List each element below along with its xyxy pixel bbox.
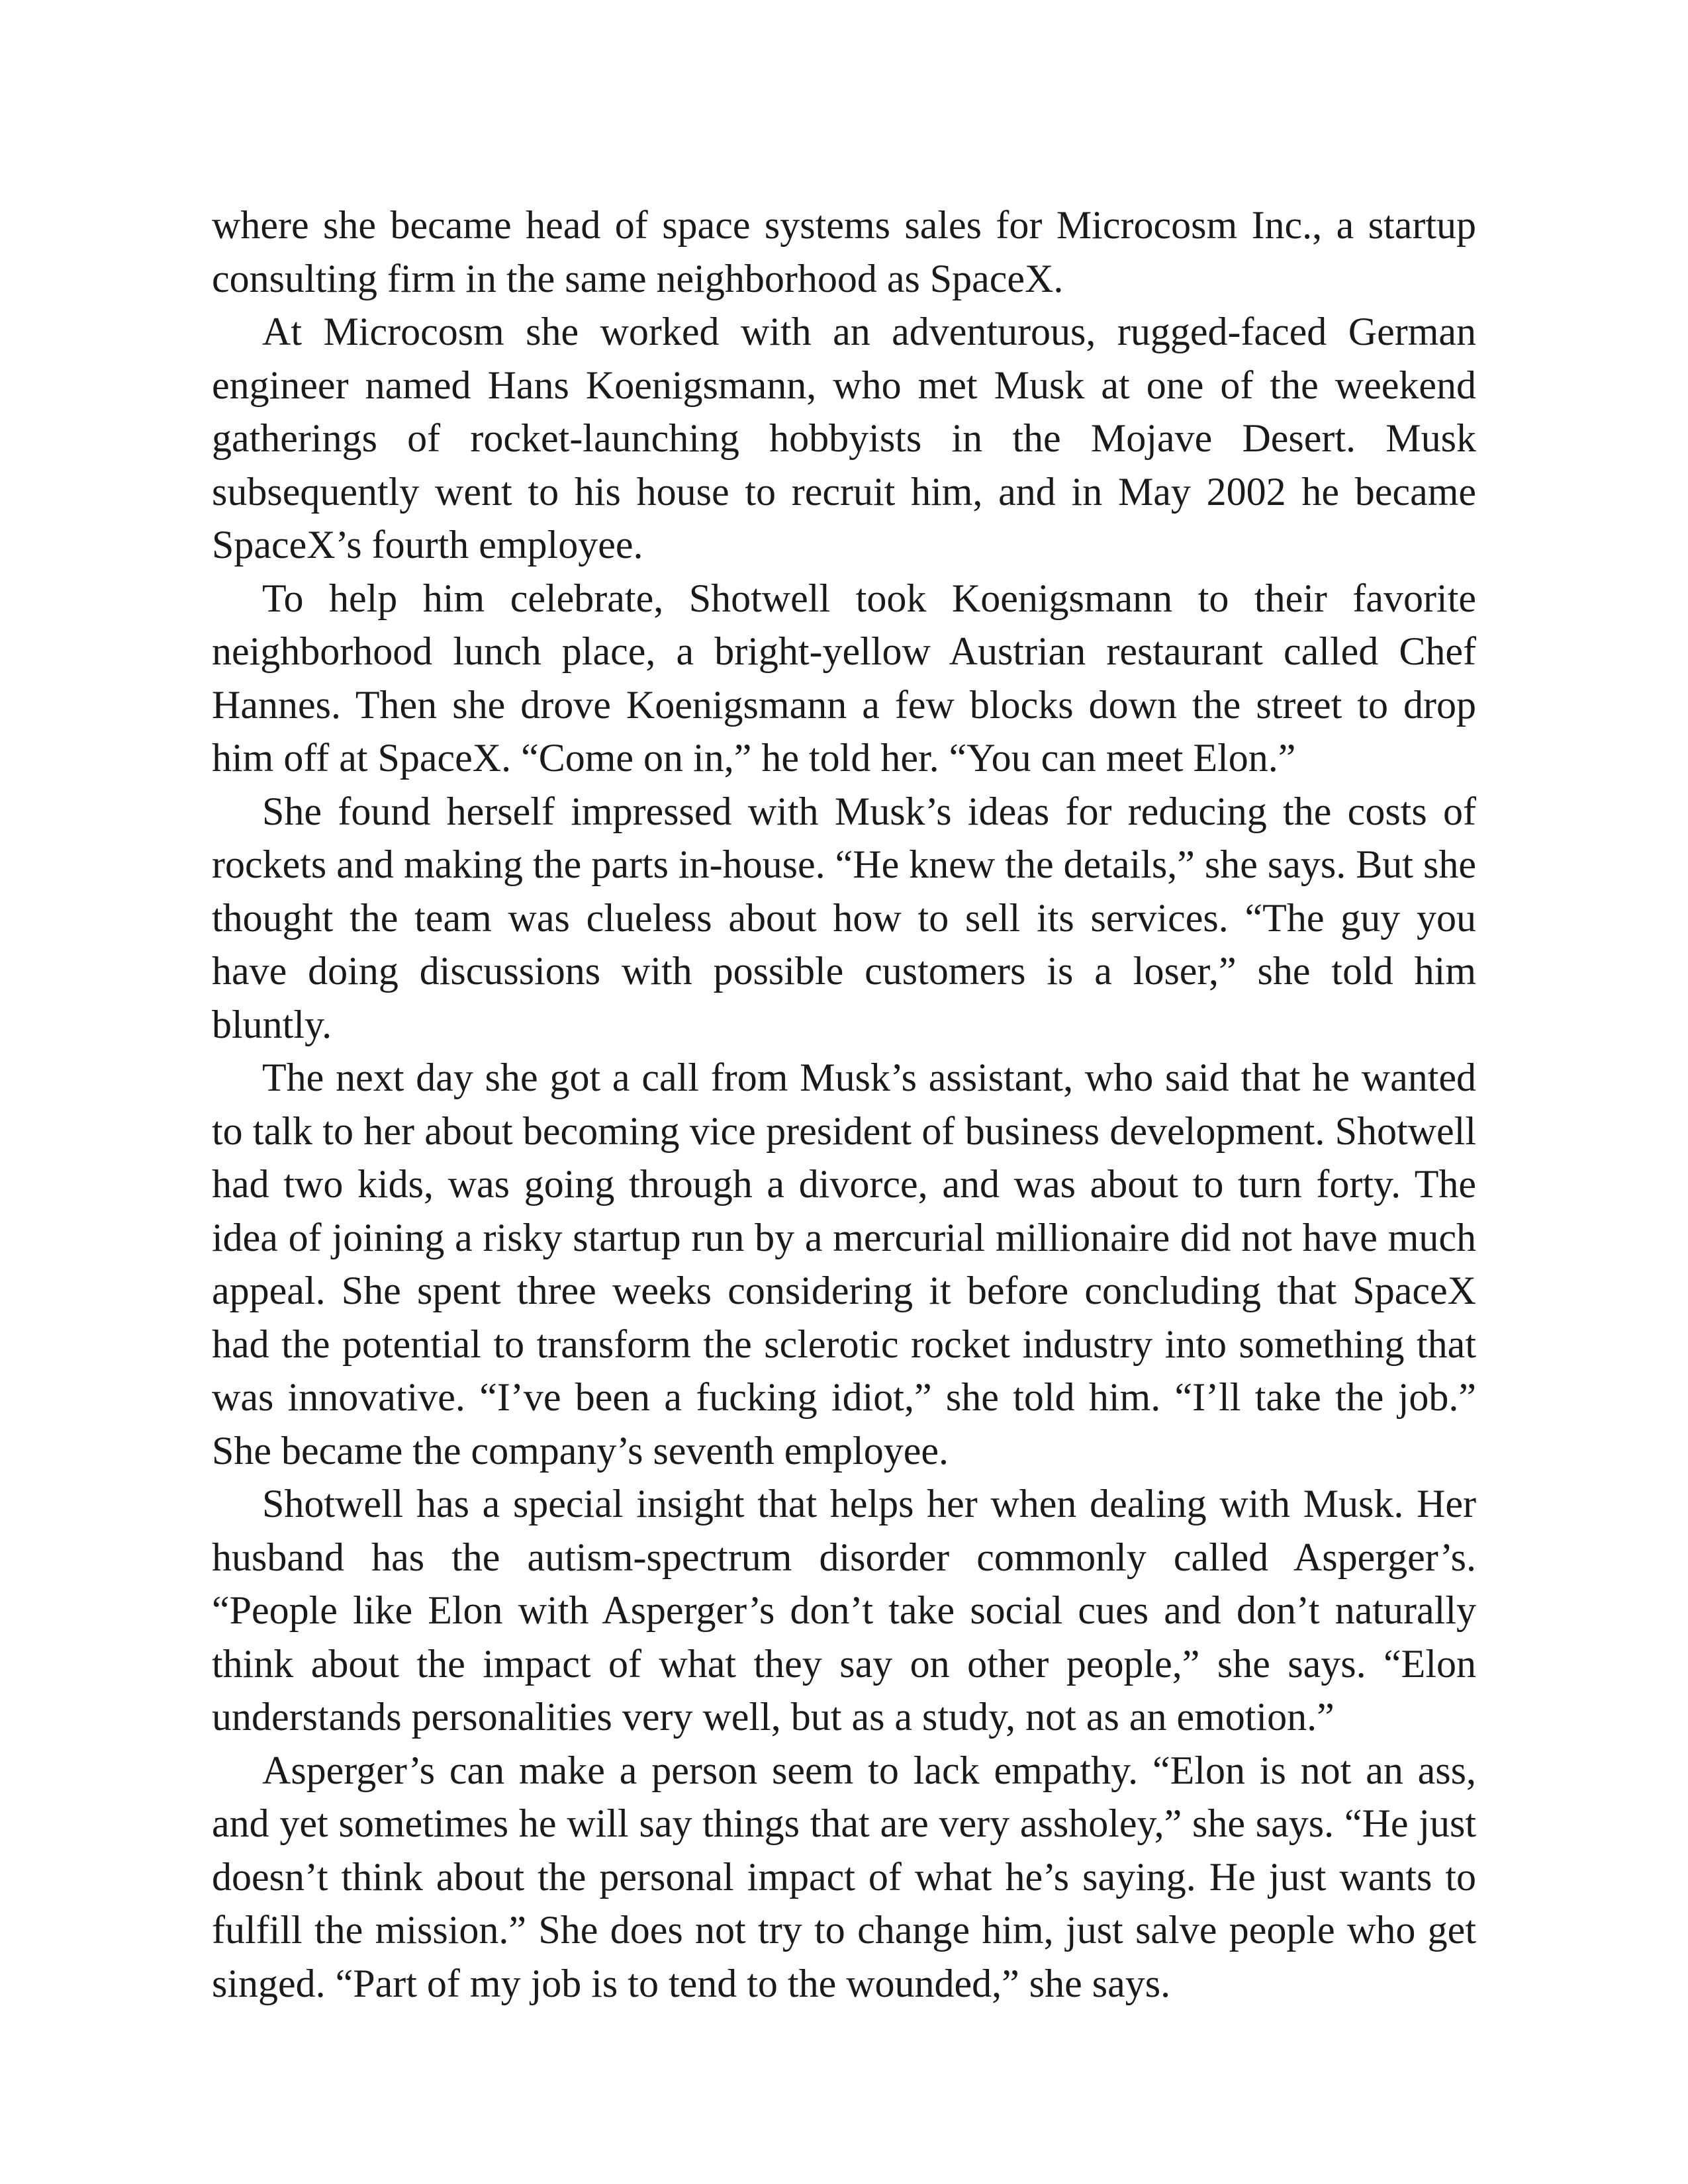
page-body: [212, 199, 1476, 2010]
paragraph-6: Shotwell has a special insight that helps her when dealing with Musk. Her husband has the autism-spectrum disorder commonly called Asperger’s. “People like Elon with Asperger’s don’t take social cues and don’t naturally think about the impact of what they say on other people,” she says. “Elon understands personalities very well, but as a study, not as an emotion.”: [212, 1482, 1476, 1739]
paragraph-2: At Microcosm she worked with an adventurous, rugged-faced German engineer named Hans Koenigsmann, who met Musk at one of the weekend gatherings of rocket-launching hobbyists in the Mojave Desert. Musk subsequently went to his house to recruit him, and in May 2002 he became SpaceX’s fourth employee.: [212, 310, 1476, 567]
paragraph-3: To help him celebrate, Shotwell took Koenigsmann to their favorite neighborhood lunch place, a bright-yellow Austrian restaurant called Chef Hannes. Then she drove Koenigsmann a few blocks down the street to drop him off at SpaceX. “Come on in,” he told her. “You can meet Elon.”: [212, 576, 1476, 780]
paragraph-7: Asperger’s can make a person seem to lack empathy. “Elon is not an ass, and yet sometimes he will say things that are very assholey,” she says. “He just doesn’t think about the personal impact of what he’s saying. He just wants to fulfill the mission.” She does not try to change him, just salve people who get singed. “Part of my job is to tend to the wounded,” she says.: [212, 1748, 1476, 2005]
paragraph-1: where she became head of space systems sales for Microcosm Inc., a startup consulting firm in the same neighborhood as SpaceX.: [212, 203, 1476, 300]
paragraph-4: She found herself impressed with Musk’s ideas for reducing the costs of rockets and making the parts in-house. “He knew the details,” she says. But she thought the team was clueless about how to sell its services. “The guy you have doing discussions with possible customers is a loser,” she told him bluntly.: [212, 789, 1476, 1046]
paragraph-5: The next day she got a call from Musk’s assistant, who said that he wanted to talk to her about becoming vice president of business development. Shotwell had two kids, was going through a divorce, and was about to turn forty. The idea of joining a risky startup run by a mercurial millionaire did not have much appeal. She spent three weeks considering it before concluding that SpaceX had the potential to transform the sclerotic rocket industry into something that was innovative. “I’ve been a fucking idiot,” she told him. “I’ll take the job.” She became the company’s seventh employee.: [212, 1056, 1476, 1473]
